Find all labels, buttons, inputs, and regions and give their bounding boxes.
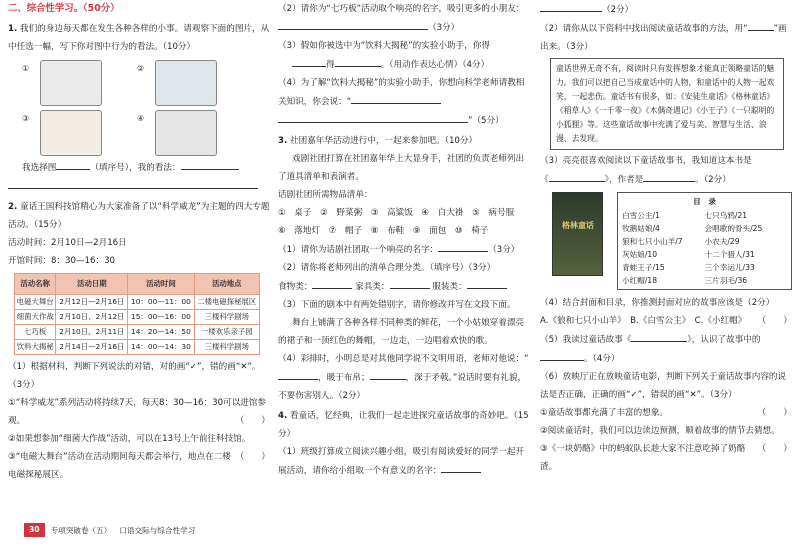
bus-scene-image bbox=[40, 60, 102, 106]
toc-row: 狼和七只小山羊/7 小农夫/29 bbox=[622, 237, 740, 246]
proverb-blank-2[interactable] bbox=[370, 368, 406, 380]
q4-part4-options: A.《狼和七只小山羊》 B.《白雪公主》 C.《小红帽》 bbox=[540, 316, 747, 326]
furniture-blank[interactable] bbox=[390, 277, 430, 289]
right-column bbox=[540, 0, 792, 476]
q3-items-1: ① 桌子 ② 野菜粥 ③ 高粱饭 ④ 白大褂 ⑤ 病号服 bbox=[278, 208, 515, 218]
answer-paren[interactable]: （ ） bbox=[235, 416, 270, 426]
q3-script-text: 舞台上铺满了各种各样不同种类的鲜花，一个小姑娘穿着漂亮的裙子和一顶红色的舞帽，一边走，一边唱着欢快的歌。 bbox=[278, 318, 525, 346]
q3-part1: （1）请你为话剧社团取一个响亮的名字： （3分） bbox=[278, 240, 532, 259]
q4-statement-1: ①童话故事都充满了丰富的想象。 （ ） bbox=[540, 404, 792, 422]
book-cover-image bbox=[552, 192, 603, 276]
group-name-blank[interactable] bbox=[441, 461, 481, 473]
answer-paren[interactable]: （ ） bbox=[757, 408, 792, 418]
q1-image-2: ② bbox=[137, 58, 252, 108]
book-title-blank[interactable] bbox=[549, 170, 605, 182]
q2-intro: 2. 童话王国科技馆精心为大家准备了以“科学威龙”为主题的四大专题活动。（15分） bbox=[8, 202, 270, 230]
q1-image-grid bbox=[22, 58, 252, 158]
q2-sub1: （1）根据材料，判断下列说法的对错，对的画“✓”，错的画“✕”。（3分） bbox=[8, 362, 261, 390]
story-blank[interactable] bbox=[631, 330, 687, 342]
group-name-blank-2[interactable] bbox=[540, 0, 602, 12]
page-footer bbox=[24, 523, 195, 537]
q2-part2: （2）请你为“七巧板”活动取个响亮的名字，吸引更多的小朋友：（3分） bbox=[278, 4, 525, 33]
toc-title: 目 录 bbox=[693, 197, 716, 206]
answer-paren[interactable]: （ ） bbox=[235, 452, 270, 462]
section-title: 二、综合性学习。（50分） bbox=[8, 3, 120, 14]
activity-name-blank[interactable] bbox=[278, 18, 428, 30]
q2-statement-3: ③“电磁大舞台”活动在活动期间每天都会举行，地点在二楼电磁探秘展区。 bbox=[8, 452, 231, 480]
toc-row: 牧鹅姑娘/4 会唱歌的骨头/25 bbox=[622, 224, 763, 233]
q4-statement-2: ②阅读童话时，我们可以边读边预测，顺着故事的情节去猜想。 （ ） bbox=[540, 422, 792, 440]
q3-items-2: ⑥ 落地灯 ⑦ 帽子 ⑧ 布鞋 ⑨ 面包 ⑩ 椅子 bbox=[278, 226, 489, 236]
underline-mark bbox=[748, 19, 774, 31]
q4-part2: （2）请你从以下资料中找出阅读童话故事的方法，用“ ”画出来。（3分） bbox=[540, 19, 792, 56]
q2-part3: （3）假如你被选中为“饮料大揭秘”的实验小助手，你得 bbox=[278, 41, 491, 51]
q4-part6: （6）放映厅正在放映童话电影，判断下列关于童话故事内容的说法是否正确，正确的画“✓”，错误的画“✕”。（3分） bbox=[540, 372, 787, 400]
proverb-blank-1[interactable] bbox=[278, 368, 318, 380]
children-playing-image bbox=[40, 110, 102, 156]
q2-statement-1: ①“科学威龙”系列活动将持续7天，每天8：30—16：30可以进馆参观。 （ ） bbox=[8, 394, 270, 430]
q3-part2-line: 食物类： 家具类： 服装类： bbox=[278, 277, 532, 296]
q4-part5: （5）我读过童话故事《 》，认识了故事中的。（4分） bbox=[540, 330, 792, 368]
activity-table bbox=[14, 273, 260, 355]
q3-part4: （4）彩排时，小明总是对其他同学说不文明用语，老师对他说：“，暖于布帛； ，深于矛戟。”说话时要有礼貌，不要伤害别人。（2分） bbox=[278, 354, 529, 401]
answer-paren[interactable]: （ ） bbox=[757, 444, 792, 454]
q2-part3-line: 得 。（用动作表达心情）（4分） bbox=[292, 55, 532, 74]
q3-part3: （3）下面的剧本中有两处错别字，请你修改并写在文段下面。 bbox=[278, 300, 516, 310]
q3-intro: 戏剧社团打算在社团嘉年华上大显身手，社团的负责老师列出了道具清单和表演者。 bbox=[278, 154, 525, 182]
q1-opinion-blank[interactable] bbox=[181, 158, 239, 170]
q2-time: 活动时间：2月10日—2月16日 bbox=[8, 238, 127, 248]
table-of-contents bbox=[617, 192, 792, 290]
emotion-blank-2[interactable] bbox=[335, 55, 381, 67]
emotion-blank-1[interactable] bbox=[292, 55, 326, 67]
question-blank-2[interactable] bbox=[278, 111, 468, 123]
q1-image-1: ① bbox=[22, 58, 137, 108]
author-blank[interactable] bbox=[643, 170, 695, 182]
toc-row: 白雪公主/1 七只乌鸦/21 bbox=[622, 211, 748, 220]
question-blank[interactable] bbox=[351, 92, 441, 104]
table-row: 七巧板 2月10日、2月11日 14：20—14：50 一楼欢乐亲子园 bbox=[15, 325, 260, 340]
club-name-blank[interactable] bbox=[438, 240, 488, 252]
q4-statement-3: ③《一块奶酪》中的蚂蚁队长趁大家不注意吃掉了奶酪渣。 bbox=[540, 444, 746, 472]
toc-row: 青蛙王子/15 三个幸运儿/33 bbox=[622, 263, 755, 272]
q1-text: 1. 我们的身边每天都在发生各种各样的小事。请观察下面的图片，从中任选一幅，写下你对图中行为的看法。（10分） bbox=[8, 24, 270, 52]
q4-part3: （3）亮亮很喜欢阅读以下童话故事书，我知道这本书是 bbox=[540, 156, 752, 166]
q4-part1-end: （2分） bbox=[540, 0, 792, 19]
q3-title: 3. 社团嘉年华活动进行中，一起来参加吧。（10分） bbox=[278, 136, 478, 146]
q2-open-hours: 开馆时间：8：30—16：30 bbox=[8, 256, 116, 266]
table-row: 电磁大舞台 2月12日—2月16日 10：00—11：00 二楼电磁探秘展区 bbox=[15, 295, 260, 310]
q3-list-title: 话剧社团所需物品清单： bbox=[278, 190, 373, 200]
q2-statement-2: ②如果想参加“细菌大作战”活动，可以在13号上午前往科技馆。 （ ） bbox=[8, 430, 270, 448]
toc-row: 灰姑娘/10 十二个猎人/31 bbox=[622, 250, 755, 259]
q1-answer-line: 我选择图 （填序号），我的看法： bbox=[22, 158, 270, 177]
food-blank[interactable] bbox=[312, 277, 352, 289]
q4-title: 4. 看童话，忆经典，让我们一起走进探究童话故事的奇妙吧。（15分） bbox=[278, 411, 529, 439]
toc-row: 小红帽/18 三片羽毛/36 bbox=[622, 276, 748, 285]
q4-part1: （1）班级打算成立阅读兴趣小组，吸引有阅读爱好的同学一起开展活动，请你给小组取一个有意义的名字： bbox=[278, 447, 525, 476]
activity-table-header: 活动名称 活动日期 活动时间 活动地点 bbox=[15, 274, 260, 295]
left-column bbox=[8, 0, 270, 484]
footer-label-2: 口语交际与综合性学习 bbox=[119, 525, 196, 535]
table-row: 饮料大揭秘 2月14日—2月16日 14：00—14：30 三楼科学剧场 bbox=[15, 340, 260, 355]
table-row: 细菌大作战 2月10日、2月12日 15：00—16：00 三楼科学剧场 bbox=[15, 310, 260, 325]
page-number: 30 bbox=[24, 523, 45, 537]
book-cover-title: 格林童话 bbox=[562, 221, 594, 230]
q2-part4: （4）为了解“饮料大揭秘”的实验小助手，你想向科学老师请教相关知识，你会说：“ bbox=[278, 78, 525, 107]
reading-material-box: 童话世界无奇不有，阅读时只有发挥想象才能真正领略童话的魅力。我们可以把自己当成童话中的人物，和童话中的人物一起欢笑，一起悲伤。童话书有很多，如：《安徒生童话》《格林童话》《稻草人》《一千零一夜》《木偶奇遇记》《小王子》《一只聪明的小狐狸》等。这些童话故事中充满了爱与美、智慧与生活、浪漫、去发现。 bbox=[550, 58, 784, 150]
q1-answer-line-2 bbox=[8, 177, 270, 196]
traffic-light-image bbox=[155, 60, 217, 106]
footer-label-1: 专项突破卷（五） bbox=[50, 525, 112, 535]
book-and-toc bbox=[552, 192, 792, 290]
crosswalk-image bbox=[155, 110, 217, 156]
q1-image-4: ④ bbox=[137, 108, 252, 158]
answer-paren[interactable]: （ ） bbox=[757, 316, 792, 326]
q2-part4-line: ”（5分） bbox=[278, 111, 532, 130]
clothing-blank[interactable] bbox=[467, 277, 507, 289]
q1-choice-blank[interactable] bbox=[56, 158, 90, 170]
q1-image-3: ③ bbox=[22, 108, 137, 158]
q1-opinion-blank-2[interactable] bbox=[8, 177, 258, 189]
q3-part2: （2）请你将老师列出的清单合理分类。（填序号）（3分） bbox=[278, 263, 496, 273]
middle-column bbox=[278, 0, 532, 480]
character-blank[interactable] bbox=[540, 349, 584, 361]
q4-part4: （4）结合封面和目录，你推测封面对应的故事应该是（2分） （ ） bbox=[540, 294, 792, 312]
q4-part3-line: 《 》，作者是 。（2分） bbox=[540, 170, 792, 189]
